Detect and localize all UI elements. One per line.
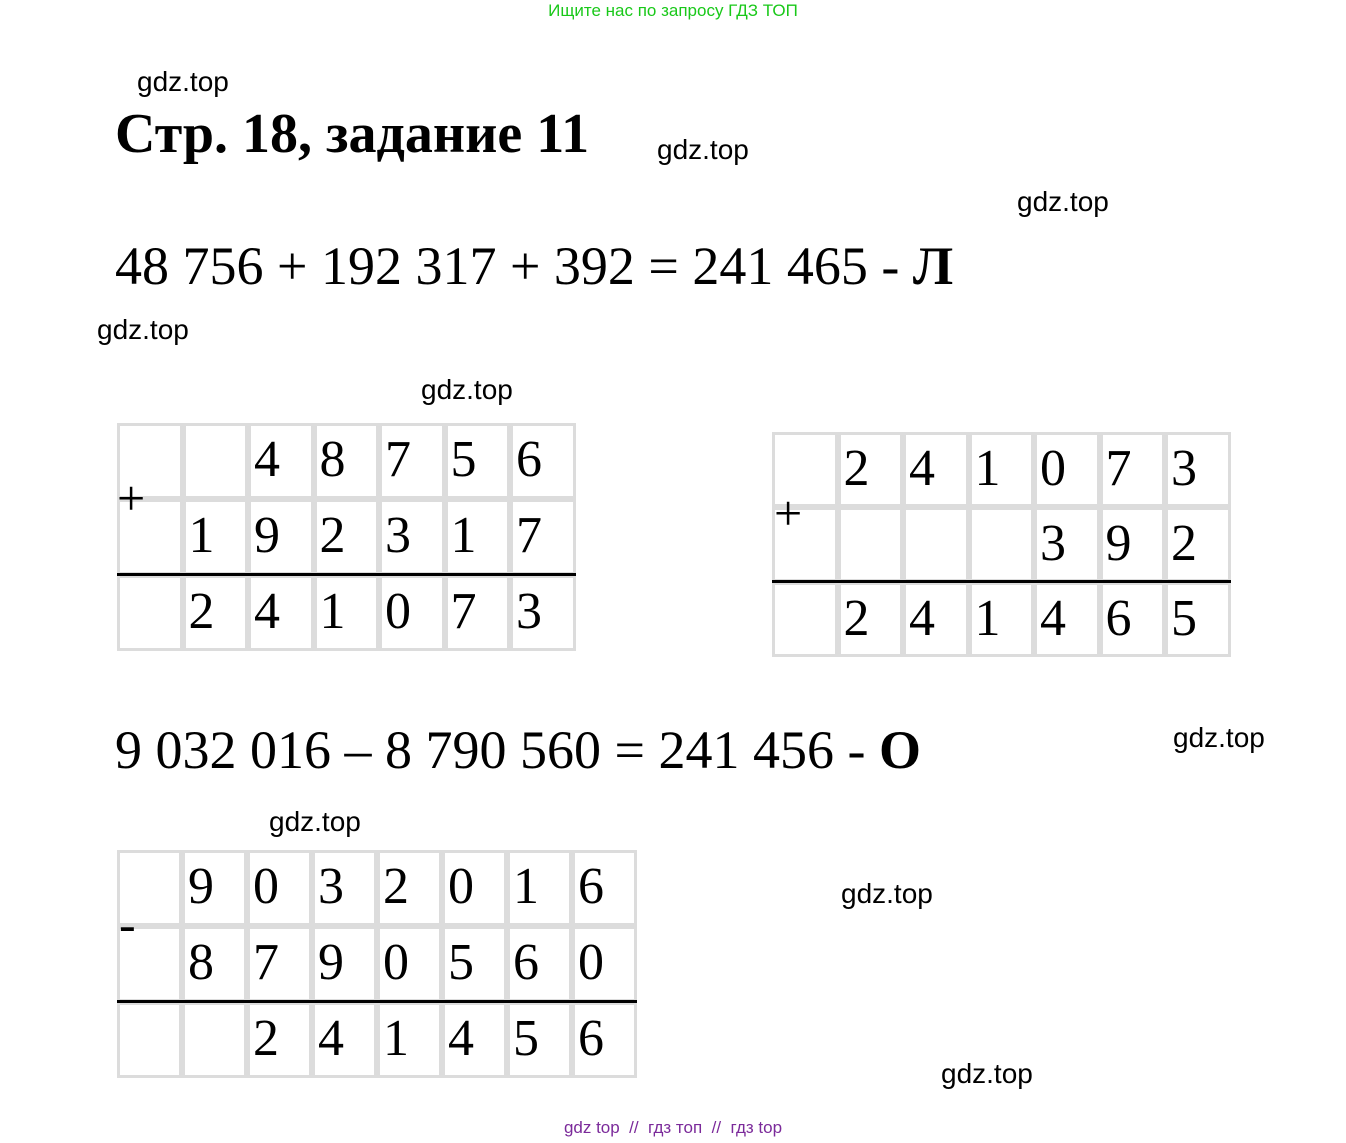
result-line: [117, 1000, 637, 1003]
watermark: gdz.top: [1173, 722, 1265, 753]
digit: 1: [450, 507, 477, 564]
digit-cell: [507, 850, 572, 926]
top-banner[interactable]: Ищите нас по запросу ГДЗ ТОП: [548, 1, 798, 20]
watermark: gdz.top: [421, 374, 513, 405]
watermark: gdz.top: [97, 314, 189, 345]
digit: 5: [450, 431, 477, 488]
digit-cell: [1100, 582, 1166, 657]
digit: 9: [188, 858, 214, 915]
watermark: gdz.top: [1017, 186, 1109, 217]
digit-cell: [969, 582, 1035, 657]
digit: 8: [188, 934, 214, 991]
digit-cell: [312, 1002, 377, 1078]
digit-cell: [314, 423, 380, 499]
digit-cell: [183, 499, 249, 575]
digit: 2: [383, 858, 409, 915]
result-line: [772, 580, 1231, 583]
digit: 4: [448, 1010, 474, 1067]
digit: 6: [513, 934, 539, 991]
digit-cell: [247, 1002, 312, 1078]
watermark: gdz.top: [941, 1058, 1033, 1089]
operation-sign: -: [119, 896, 136, 952]
digit: 2: [253, 1010, 279, 1067]
digit: 1: [319, 583, 346, 640]
digit-cell: [838, 507, 904, 582]
digit: 9: [1105, 515, 1132, 572]
digit-cell: [903, 582, 969, 657]
digit-cell: [572, 926, 637, 1002]
digit-cell: [510, 499, 576, 575]
operation-sign: +: [774, 485, 803, 541]
digit: 0: [448, 858, 474, 915]
equation-2-expr: 9 032 016 – 8 790 560 = 241 456 -: [115, 720, 879, 780]
equation-1-letter: Л: [912, 236, 954, 296]
sign-cell: [772, 582, 838, 657]
digit: 1: [974, 590, 1001, 647]
digit: 2: [319, 507, 346, 564]
digit-cell: [572, 1002, 637, 1078]
digit-cell: [377, 926, 442, 1002]
digit-cell: [572, 850, 637, 926]
digit: 3: [1040, 515, 1066, 572]
digit: 4: [1040, 590, 1066, 647]
digit: 4: [318, 1010, 344, 1067]
operation-sign: +: [117, 470, 146, 526]
digit: 6: [1105, 590, 1132, 647]
digit-cell: [507, 926, 572, 1002]
equation-2-letter: О: [878, 720, 921, 780]
digit-cell: [182, 850, 247, 926]
digit-cell: [838, 432, 904, 507]
digit-cell: [1165, 507, 1231, 582]
digit: 2: [843, 590, 870, 647]
digit: 7: [450, 583, 477, 640]
digit-cell: [1165, 432, 1231, 507]
digit: 2: [843, 440, 870, 497]
digit-cell: [312, 926, 377, 1002]
watermark: gdz.top: [269, 806, 361, 837]
digit: 2: [188, 583, 215, 640]
digit-cell: [377, 850, 442, 926]
digit-cell: [379, 499, 445, 575]
digit: 3: [516, 583, 542, 640]
digit-cell: [442, 926, 507, 1002]
equation-2: [115, 720, 921, 780]
digit-cell: [247, 926, 312, 1002]
digit: 3: [1171, 440, 1197, 497]
digit: 0: [1040, 440, 1066, 497]
footer-links[interactable]: gdz top // гдз топ // гдз top: [563, 1118, 783, 1137]
digit: 1: [383, 1010, 409, 1067]
digit-cell: [1034, 582, 1100, 657]
digit-cell: [183, 575, 249, 651]
digit: 9: [318, 934, 344, 991]
digit-cell: [314, 499, 380, 575]
result-line: [117, 573, 576, 576]
digit: 1: [974, 440, 1001, 497]
digit: 3: [385, 507, 411, 564]
watermark: gdz.top: [657, 134, 749, 165]
digit-cell: [1100, 507, 1166, 582]
digit: 1: [513, 858, 539, 915]
watermark: gdz.top: [137, 66, 229, 97]
digit: 7: [385, 431, 411, 488]
digit: 0: [383, 934, 409, 991]
digit-cell: [247, 850, 312, 926]
digit: 8: [319, 431, 346, 488]
digit-cell: [182, 926, 247, 1002]
digit: 6: [516, 431, 542, 488]
digit-cell: [969, 507, 1035, 582]
digit: 6: [578, 858, 604, 915]
digit-cell: [442, 850, 507, 926]
page-title: Стр. 18, задание 11: [115, 103, 590, 165]
digit: 0: [578, 934, 604, 991]
digit-cell: [248, 499, 314, 575]
digit-cell: [379, 575, 445, 651]
digit: 3: [318, 858, 344, 915]
sign-cell: [117, 575, 183, 651]
digit-cell: [182, 1002, 247, 1078]
digit-cell: [442, 1002, 507, 1078]
digit-cell: [183, 423, 249, 499]
digit-cell: [838, 582, 904, 657]
digit: 0: [253, 858, 279, 915]
digit: 5: [513, 1010, 539, 1067]
digit-cell: [445, 423, 511, 499]
digit: 2: [1171, 515, 1197, 572]
digit: 4: [909, 440, 935, 497]
digit: 7: [253, 934, 279, 991]
digit: 4: [909, 590, 935, 647]
digit: 7: [1105, 440, 1132, 497]
digit-cell: [969, 432, 1035, 507]
digit-cell: [510, 423, 576, 499]
digit-cell: [1034, 507, 1100, 582]
digit: 7: [516, 507, 542, 564]
digit: 4: [254, 431, 280, 488]
digit-cell: [379, 423, 445, 499]
digit-cell: [1165, 582, 1231, 657]
digit-cell: [312, 850, 377, 926]
digit-cell: [507, 1002, 572, 1078]
digit: 1: [188, 507, 215, 564]
sign-cell: [117, 1002, 182, 1078]
digit-cell: [1034, 432, 1100, 507]
digit-cell: [510, 575, 576, 651]
digit-cell: [1100, 432, 1166, 507]
digit-cell: [445, 499, 511, 575]
equation-1: [115, 236, 953, 296]
digit: 0: [385, 583, 411, 640]
digit: 6: [578, 1010, 604, 1067]
digit-cell: [903, 432, 969, 507]
digit-cell: [445, 575, 511, 651]
digit: 5: [1171, 590, 1197, 647]
equation-1-expr: 48 756 + 192 317 + 392 = 241 465 -: [115, 236, 913, 296]
digit-cell: [903, 507, 969, 582]
digit-cell: [248, 423, 314, 499]
digit: 9: [254, 507, 280, 564]
digit: 5: [448, 934, 474, 991]
digit-cell: [314, 575, 380, 651]
digit-cell: [248, 575, 314, 651]
digit-cell: [377, 1002, 442, 1078]
digit: 4: [254, 583, 280, 640]
watermark: gdz.top: [841, 878, 933, 909]
